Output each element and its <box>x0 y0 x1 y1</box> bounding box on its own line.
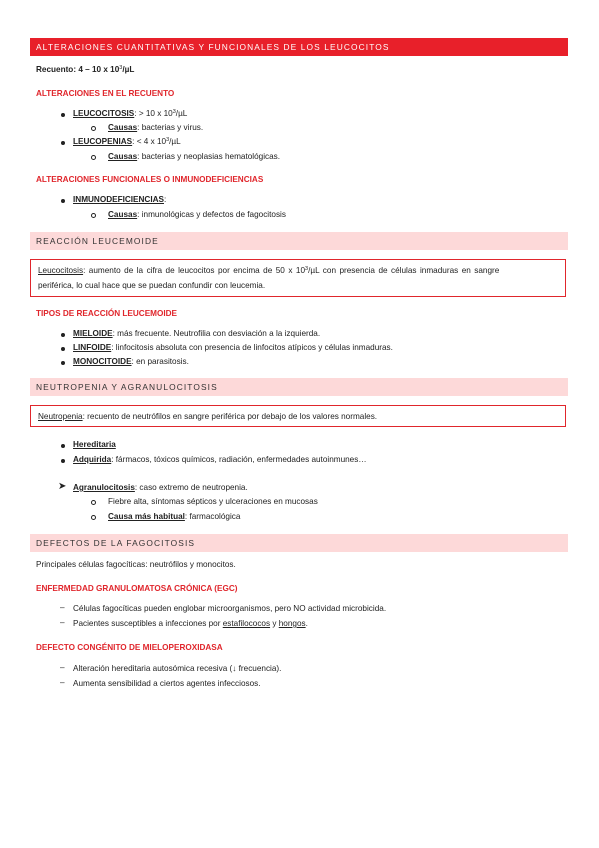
box-text-1: : aumento de la cifra de leucocitos por encima de 50 x 10 <box>83 266 306 275</box>
tipo-mieloide <box>73 329 320 338</box>
dash-bullet-icon: – <box>60 663 65 672</box>
tipo-term: MIELOIDE <box>73 329 113 338</box>
causas-text: : inmunológicas y defectos de fagocitosis <box>137 210 286 219</box>
recuento-value: : 4 – 10 x 10 <box>73 65 120 74</box>
box-text: : recuento de neutrófilos en sangre periférica por debajo de los valores normales. <box>82 412 378 421</box>
agranulocitosis-item <box>73 483 248 492</box>
adquirida-item <box>73 455 367 464</box>
tipos-heading: TIPOS DE REACCIÓN LEUCEMOIDE <box>36 309 178 318</box>
egc-underlined-2: hongos <box>278 619 306 628</box>
box-term: Leucocitosis <box>38 266 84 275</box>
tipo-term: LINFOIDE <box>73 343 112 352</box>
bullet-dot-icon <box>61 141 65 145</box>
item-text: : fármacos, tóxicos químicos, radiación, enfermedades autoinmunes… <box>111 455 367 464</box>
inmunodeficiencias-causas <box>108 210 286 219</box>
egc-underlined-1: estafilococos <box>222 619 271 628</box>
tipo-text: : más frecuente. Neutrofilia con desviación a la izquierda. <box>112 329 321 338</box>
item-term: Adquirida <box>73 455 112 464</box>
dash-bullet-icon: – <box>60 678 65 687</box>
egc-item-2 <box>73 619 308 628</box>
reaccion-banner-text: REACCIÓN LEUCEMOIDE <box>36 236 159 246</box>
neutropenia-banner-text: NEUTROPENIA Y AGRANULOCITOSIS <box>36 382 218 392</box>
mpo-item-1: Alteración hereditaria autosómica recesiva (↓ frecuencia). <box>73 664 282 673</box>
box-line-2: periférica, lo cual hace que se puedan confundir con leucemia. <box>38 281 266 290</box>
bullet-dot-icon <box>61 361 65 365</box>
causas-label: Causas <box>108 123 138 132</box>
bullet-circle-icon <box>91 500 96 505</box>
fagocitosis-intro: Principales células fagocíticas: neutrófilos y monocitos. <box>36 560 236 569</box>
leucocitosis-definition-box <box>30 259 566 297</box>
box-line-1 <box>38 266 558 275</box>
leucopenias-item <box>73 137 181 146</box>
leucopenias-exp: 3 <box>166 137 170 143</box>
leucopenias-text: : < 4 x 10 <box>132 137 167 146</box>
tipo-term: MONOCITOIDE <box>73 357 132 366</box>
inmunodeficiencias-text: : <box>163 195 167 204</box>
arrow-bullet-icon: ➤ <box>58 481 67 492</box>
agran-text: : caso extremo de neutropenia. <box>134 483 248 492</box>
leucocitosis-exp: 3 <box>172 109 176 115</box>
item-term: Hereditaria <box>73 440 116 449</box>
tipo-text: : linfocitosis absoluta con presencia de linfocitos atípicos y células inmaduras. <box>111 343 393 352</box>
box-term: Neutropenia <box>38 412 83 421</box>
box-exp: 3 <box>305 266 309 272</box>
tipo-monocitoide <box>73 357 189 366</box>
hereditaria-item <box>73 440 116 449</box>
mpo-heading: DEFECTO CONGÉNITO DE MIELOPEROXIDASA <box>36 643 223 652</box>
leucocitosis-text: : > 10 x 10 <box>134 109 173 118</box>
title-banner <box>30 38 568 56</box>
dash-bullet-icon: – <box>60 603 65 612</box>
bullet-dot-icon <box>61 199 65 203</box>
box-text-1b: /µL con presencia de células inmaduras en sangre <box>308 266 500 275</box>
causas-text: : bacterias y virus. <box>137 123 204 132</box>
leucopenias-term: LEUCOPENIAS <box>73 137 133 146</box>
alteraciones-funcionales-heading: ALTERACIONES FUNCIONALES O INMUNODEFICIENCIAS <box>36 175 264 184</box>
egc-text: Pacientes susceptibles a infecciones por <box>73 619 223 628</box>
neutropenia-box-line <box>38 412 377 421</box>
bullet-dot-icon <box>61 113 65 117</box>
leucocitosis-causas <box>108 123 203 132</box>
leucocitosis-unit: /µL <box>175 109 188 118</box>
fagocitosis-banner <box>30 534 568 552</box>
alteraciones-recuento-heading: ALTERACIONES EN EL RECUENTO <box>36 89 175 98</box>
sub-text: : farmacológica <box>184 512 241 521</box>
tipo-text: : en parasitosis. <box>131 357 189 366</box>
bullet-dot-icon <box>61 347 65 351</box>
sub-text: Fiebre alta, síntomas sépticos y ulceraciones en mucosas <box>108 497 318 506</box>
agran-sub-2 <box>108 512 240 521</box>
reaccion-leucemoide-banner <box>30 232 568 250</box>
dash-bullet-icon: – <box>60 618 65 627</box>
recuento-line <box>36 65 134 74</box>
bullet-dot-icon <box>61 459 65 463</box>
recuento-label: Recuento <box>36 65 74 74</box>
leucopenias-causas <box>108 152 280 161</box>
inmunodeficiencias-term: INMUNODEFICIENCIAS <box>73 195 164 204</box>
recuento-exp: 3 <box>119 65 123 71</box>
causas-label: Causas <box>108 152 138 161</box>
mpo-item-2: Aumenta sensibilidad a ciertos agentes infecciosos. <box>73 679 261 688</box>
bullet-dot-icon <box>61 333 65 337</box>
recuento-unit: /µL <box>122 65 135 74</box>
egc-heading: ENFERMEDAD GRANULOMATOSA CRÓNICA (EGC) <box>36 584 238 593</box>
inmunodeficiencias-item <box>73 195 166 204</box>
leucopenias-unit: /µL <box>169 137 181 146</box>
causas-label: Causas <box>108 210 138 219</box>
causas-text: : bacterias y neoplasias hematológicas. <box>137 152 281 161</box>
agran-term: Agranulocitosis <box>73 483 135 492</box>
egc-text: Células fagocíticas pueden englobar microorganismos, pero NO actividad microbicida. <box>73 604 387 613</box>
egc-text-mid: y <box>270 619 279 628</box>
tipo-linfoide <box>73 343 393 352</box>
title-banner-text: ALTERACIONES CUANTITATIVAS Y FUNCIONALES DE LOS LEUCOCITOS <box>36 42 390 52</box>
leucocitosis-term: LEUCOCITOSIS <box>73 109 135 118</box>
sub-label: Causa más habitual <box>108 512 185 521</box>
bullet-dot-icon <box>61 444 65 448</box>
bullet-circle-icon <box>91 126 96 131</box>
neutropenia-definition-box <box>30 405 566 427</box>
egc-text-post: . <box>305 619 308 628</box>
bullet-circle-icon <box>91 213 96 218</box>
fagocitosis-banner-text: DEFECTOS DE LA FAGOCITOSIS <box>36 538 196 548</box>
bullet-circle-icon <box>91 515 96 520</box>
agran-sub-1 <box>108 497 318 506</box>
egc-item-1 <box>73 604 386 613</box>
neutropenia-banner <box>30 378 568 396</box>
leucocitosis-item <box>73 109 187 118</box>
bullet-circle-icon <box>91 155 96 160</box>
